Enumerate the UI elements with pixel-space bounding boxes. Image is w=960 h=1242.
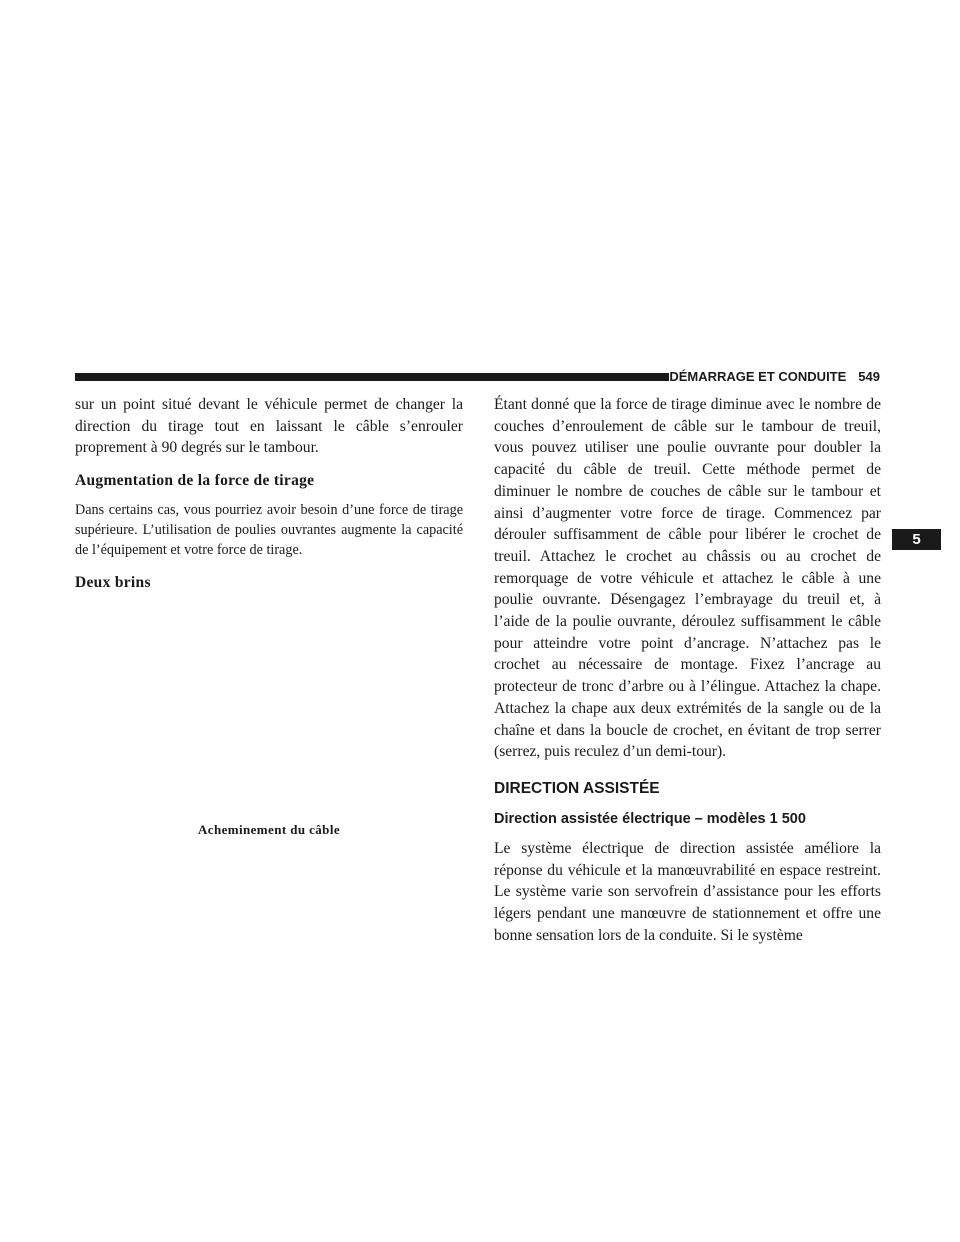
steering-paragraph: Le système électrique de direction assistée améliore la réponse du véhicule et la manœuvrabilité en espace restreint. Le système varie son servofrein d’assistance pour les efforts légers pendant une manœuvre de stationnement et offre une bonne sensation lors de la conduite. Si le système xyxy=(494,839,881,944)
running-header xyxy=(669,365,880,387)
heading-brins: Deux brins xyxy=(75,574,151,592)
header-rule xyxy=(75,373,669,381)
figure-placeholder xyxy=(75,580,463,815)
intro-paragraph: sur un point situé devant le véhicule permet de changer la direction du tirage tout en laissant le câble s’enrouler proprement à 90 degrés sur le tambour. xyxy=(75,396,463,457)
right-column xyxy=(494,394,881,946)
left-column xyxy=(75,394,463,602)
heading-direction: DIRECTION ASSISTÉE xyxy=(494,779,660,797)
heading-force: Augmentation de la force de tirage xyxy=(75,472,315,490)
force-paragraph: Dans certains cas, vous pourriez avoir besoin d’une force de tirage supérieure. L’utilisation de poulies ouvrantes augmente la capacité de l’équipement et votre force de tirage. xyxy=(75,502,463,559)
chapter-tab: 5 xyxy=(892,529,941,550)
subheading-electric: Direction assistée électrique – modèles 1 500 xyxy=(494,810,806,827)
page-number: 549 xyxy=(858,368,880,384)
figure-caption: Acheminement du câble xyxy=(198,822,340,837)
winch-paragraph: Étant donné que la force de tirage diminue avec le nombre de couches d’enroulement de câble sur le tambour de treuil, vous pouvez utiliser une poulie ouvrante pour doubler la capacité du câble de treuil. Cette méthode permet de diminuer le nombre de couches de câble sur le tambour et ainsi d’augmenter votre force de tirage. Commencez par dérouler suffisamment de câble pour libérer le crochet de treuil. Attachez le crochet au châssis ou au crochet de remorquage de votre véhicule et attachez le câble à une poulie ouvrante. Désengagez l’embrayage du treuil et, à l’aide de la poulie ouvrante, déroulez suffisamment le câble pour atteindre votre point d’ancrage. N’attachez pas le crochet au nécessaire de montage. Fixez l’ancrage au protecteur de tronc d’arbre ou à l’élingue. Attachez la chape. Attachez la chape aux deux extrémités de la sangle ou de la chaîne et dans la boucle de crochet, en évitant de trop serrer (serrez, puis reculez d’un demi-tour). xyxy=(494,396,881,761)
header-section-title: DÉMARRAGE ET CONDUITE xyxy=(669,368,847,384)
